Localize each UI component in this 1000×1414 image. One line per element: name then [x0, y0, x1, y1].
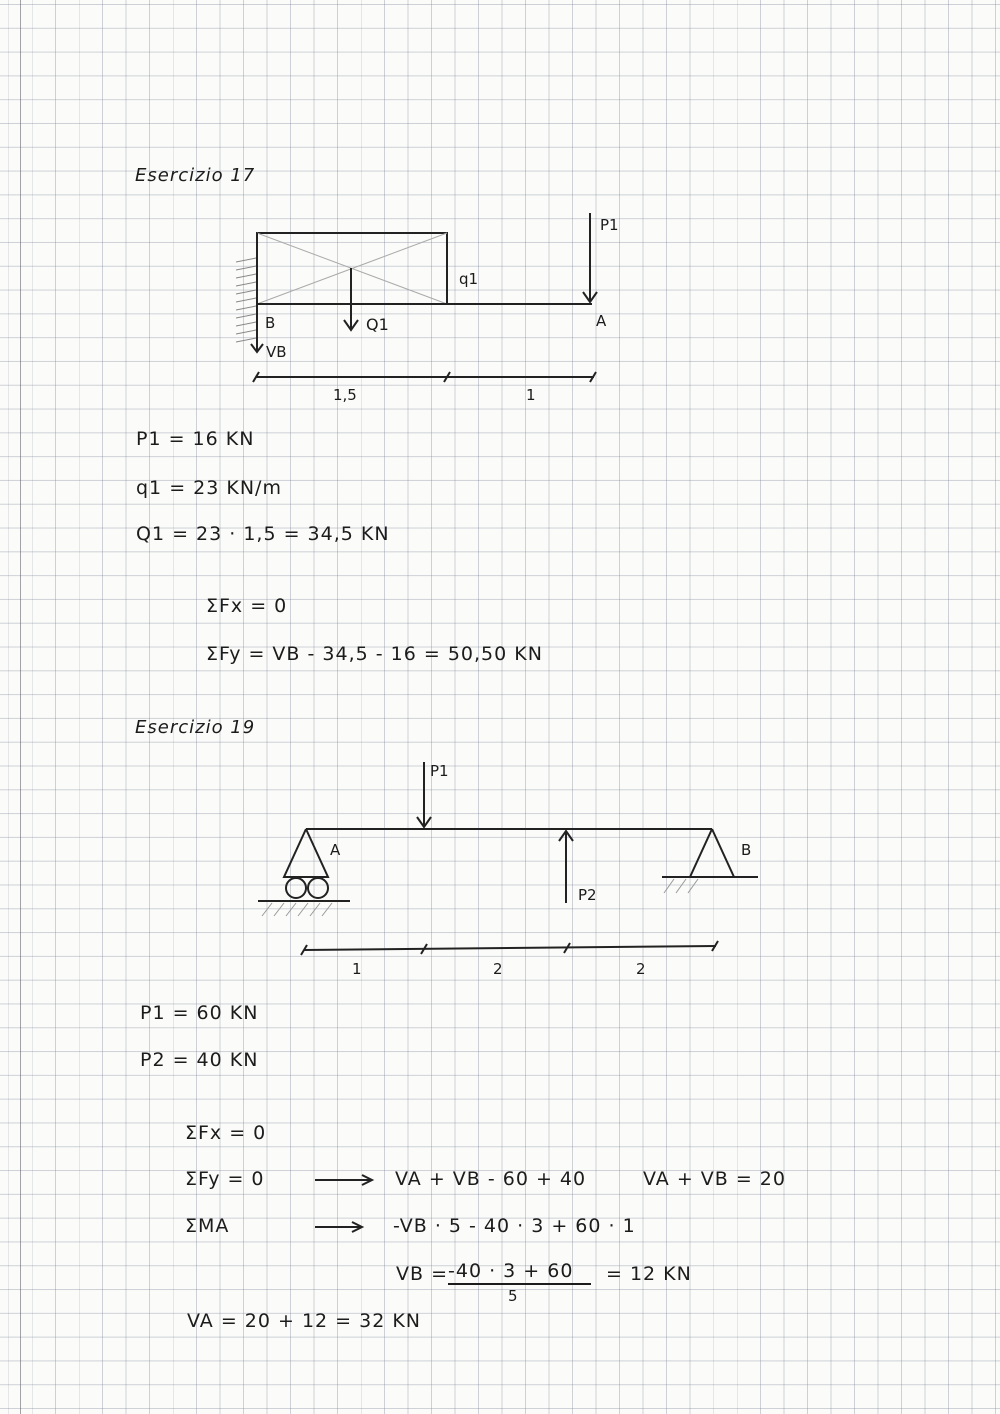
ex19-vb-denominator: 5 — [508, 1287, 519, 1305]
dimension-2: 1 — [526, 386, 536, 404]
dimension-3: 2 — [636, 960, 646, 978]
label-p1: P1 — [600, 216, 619, 234]
ex19-fy-result: VA + VB = 20 — [643, 1168, 786, 1190]
label-a: A — [596, 312, 607, 330]
ex17-line-sum-fx: ΣFx = 0 — [206, 595, 288, 617]
ex17-line-p1: P1 = 16 KN — [136, 428, 255, 450]
label-b: B — [741, 841, 752, 859]
ex19-fy-equation: VA + VB - 60 + 40 — [395, 1168, 587, 1190]
ex19-ma-equation: -VB · 5 - 40 · 3 + 60 · 1 — [393, 1215, 636, 1237]
exercise-19-title: Esercizio 19 — [135, 717, 256, 738]
ex19-line-p2: P2 = 40 KN — [140, 1049, 259, 1071]
ex19-vb-numerator: -40 · 3 + 60 — [448, 1260, 574, 1282]
ex19-line-va: VA = 20 + 12 = 32 KN — [187, 1310, 422, 1332]
ex17-line-q1: q1 = 23 KN/m — [136, 477, 282, 499]
label-q1: q1 — [459, 270, 479, 288]
ex19-line-sum-fx: ΣFx = 0 — [185, 1122, 267, 1144]
dimension-2: 2 — [493, 960, 503, 978]
ex19-line-sum-ma: ΣMA — [185, 1215, 230, 1237]
label-b: B — [265, 314, 276, 332]
exercise-17-title: Esercizio 17 — [135, 165, 256, 186]
label-p2: P2 — [578, 886, 597, 904]
ex19-vb-label: VB = — [396, 1263, 448, 1285]
dimension-1: 1 — [352, 960, 362, 978]
label-Q1: Q1 — [366, 315, 389, 334]
ex19-line-sum-fy: ΣFy = 0 — [185, 1168, 265, 1190]
fraction-bar — [448, 1283, 591, 1285]
label-p1: P1 — [430, 762, 449, 780]
ex19-vb-result: = 12 KN — [606, 1263, 692, 1285]
ex17-line-Q1: Q1 = 23 · 1,5 = 34,5 KN — [136, 523, 390, 545]
label-a: A — [330, 841, 341, 859]
label-vb: VB — [266, 343, 287, 361]
dimension-1: 1,5 — [333, 386, 357, 404]
ex17-line-sum-fy: ΣFy = VB - 34,5 - 16 = 50,50 KN — [206, 643, 543, 665]
ex19-line-p1: P1 = 60 KN — [140, 1002, 259, 1024]
